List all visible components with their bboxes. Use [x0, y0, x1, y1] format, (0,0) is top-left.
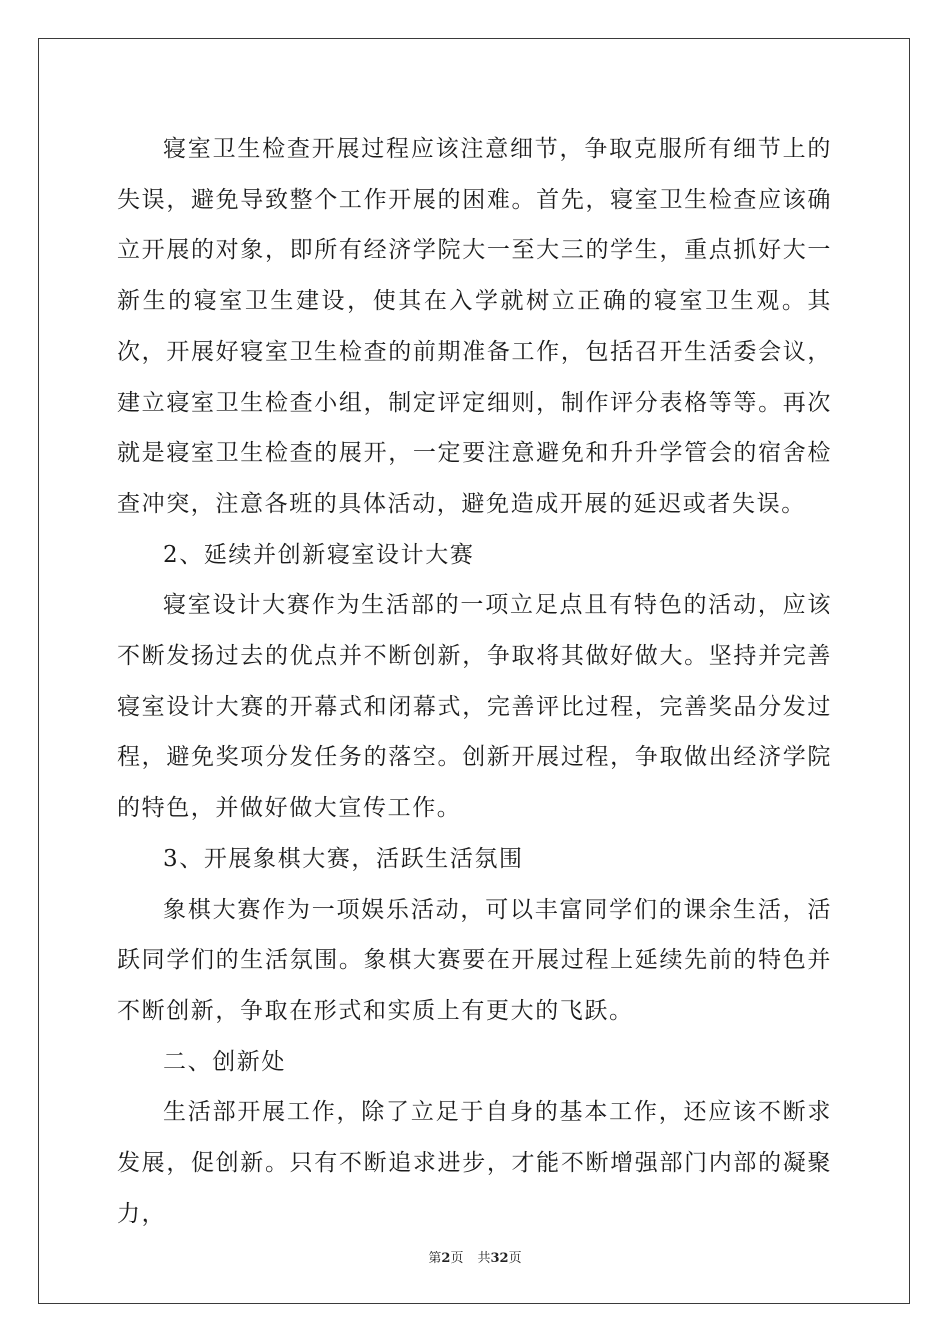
- page-suffix: 页: [450, 1251, 464, 1266]
- section-heading: 二、创新处: [163, 1048, 286, 1075]
- page-number: 2: [441, 1251, 451, 1266]
- body-paragraph: 寝室卫生检查开展过程应该注意细节，争取克服所有细节上的失误，避免导致整个工作开展的困难。首先，寝室卫生检查应该确立开展的对象，即所有经济学院大一至大三的学生，重点抓好大一新生的寝室卫生建设，使其在入学就树立正确的寝室卫生观。其次，开展好寝室卫生检查的前期准备工作，包括召开生活委会议，建立寝室卫生检查小组，制定评定细则，制作评分表格等等。再次就是寝室卫生检查的展开，一定要注意避免和升升学管会的宿舍检查冲突，注意各班的具体活动，避免造成开展的延迟或者失误。: [117, 136, 832, 517]
- body-paragraph: 生活部开展工作，除了立足于自身的基本工作，还应该不断求发展，促创新。只有不断追求进步，才能不断增强部门内部的凝聚力，: [117, 1099, 832, 1227]
- page-prefix: 第: [428, 1251, 442, 1266]
- document-body: [117, 124, 832, 1239]
- section-heading: 3、开展象棋大赛，活跃生活氛围: [163, 845, 524, 872]
- total-suffix: 页: [508, 1251, 522, 1266]
- total-pages: 32: [490, 1251, 509, 1266]
- section-heading: 2、延续并创新寝室设计大赛: [163, 541, 475, 568]
- page-footer: [0, 1247, 950, 1266]
- body-paragraph: 象棋大赛作为一项娱乐活动，可以丰富同学们的课余生活，活跃同学们的生活氛围。象棋大赛要在开展过程上延续先前的特色并不断创新，争取在形式和实质上有更大的飞跃。: [117, 896, 832, 1024]
- total-prefix: 共: [477, 1251, 491, 1266]
- body-paragraph: 寝室设计大赛作为生活部的一项立足点且有特色的活动，应该不断发扬过去的优点并不断创新，争取将其做好做大。坚持并完善寝室设计大赛的开幕式和闭幕式，完善评比过程，完善奖品分发过程，避免奖项分发任务的落空。创新开展过程，争取做出经济学院的特色，并做好做大宣传工作。: [117, 592, 832, 822]
